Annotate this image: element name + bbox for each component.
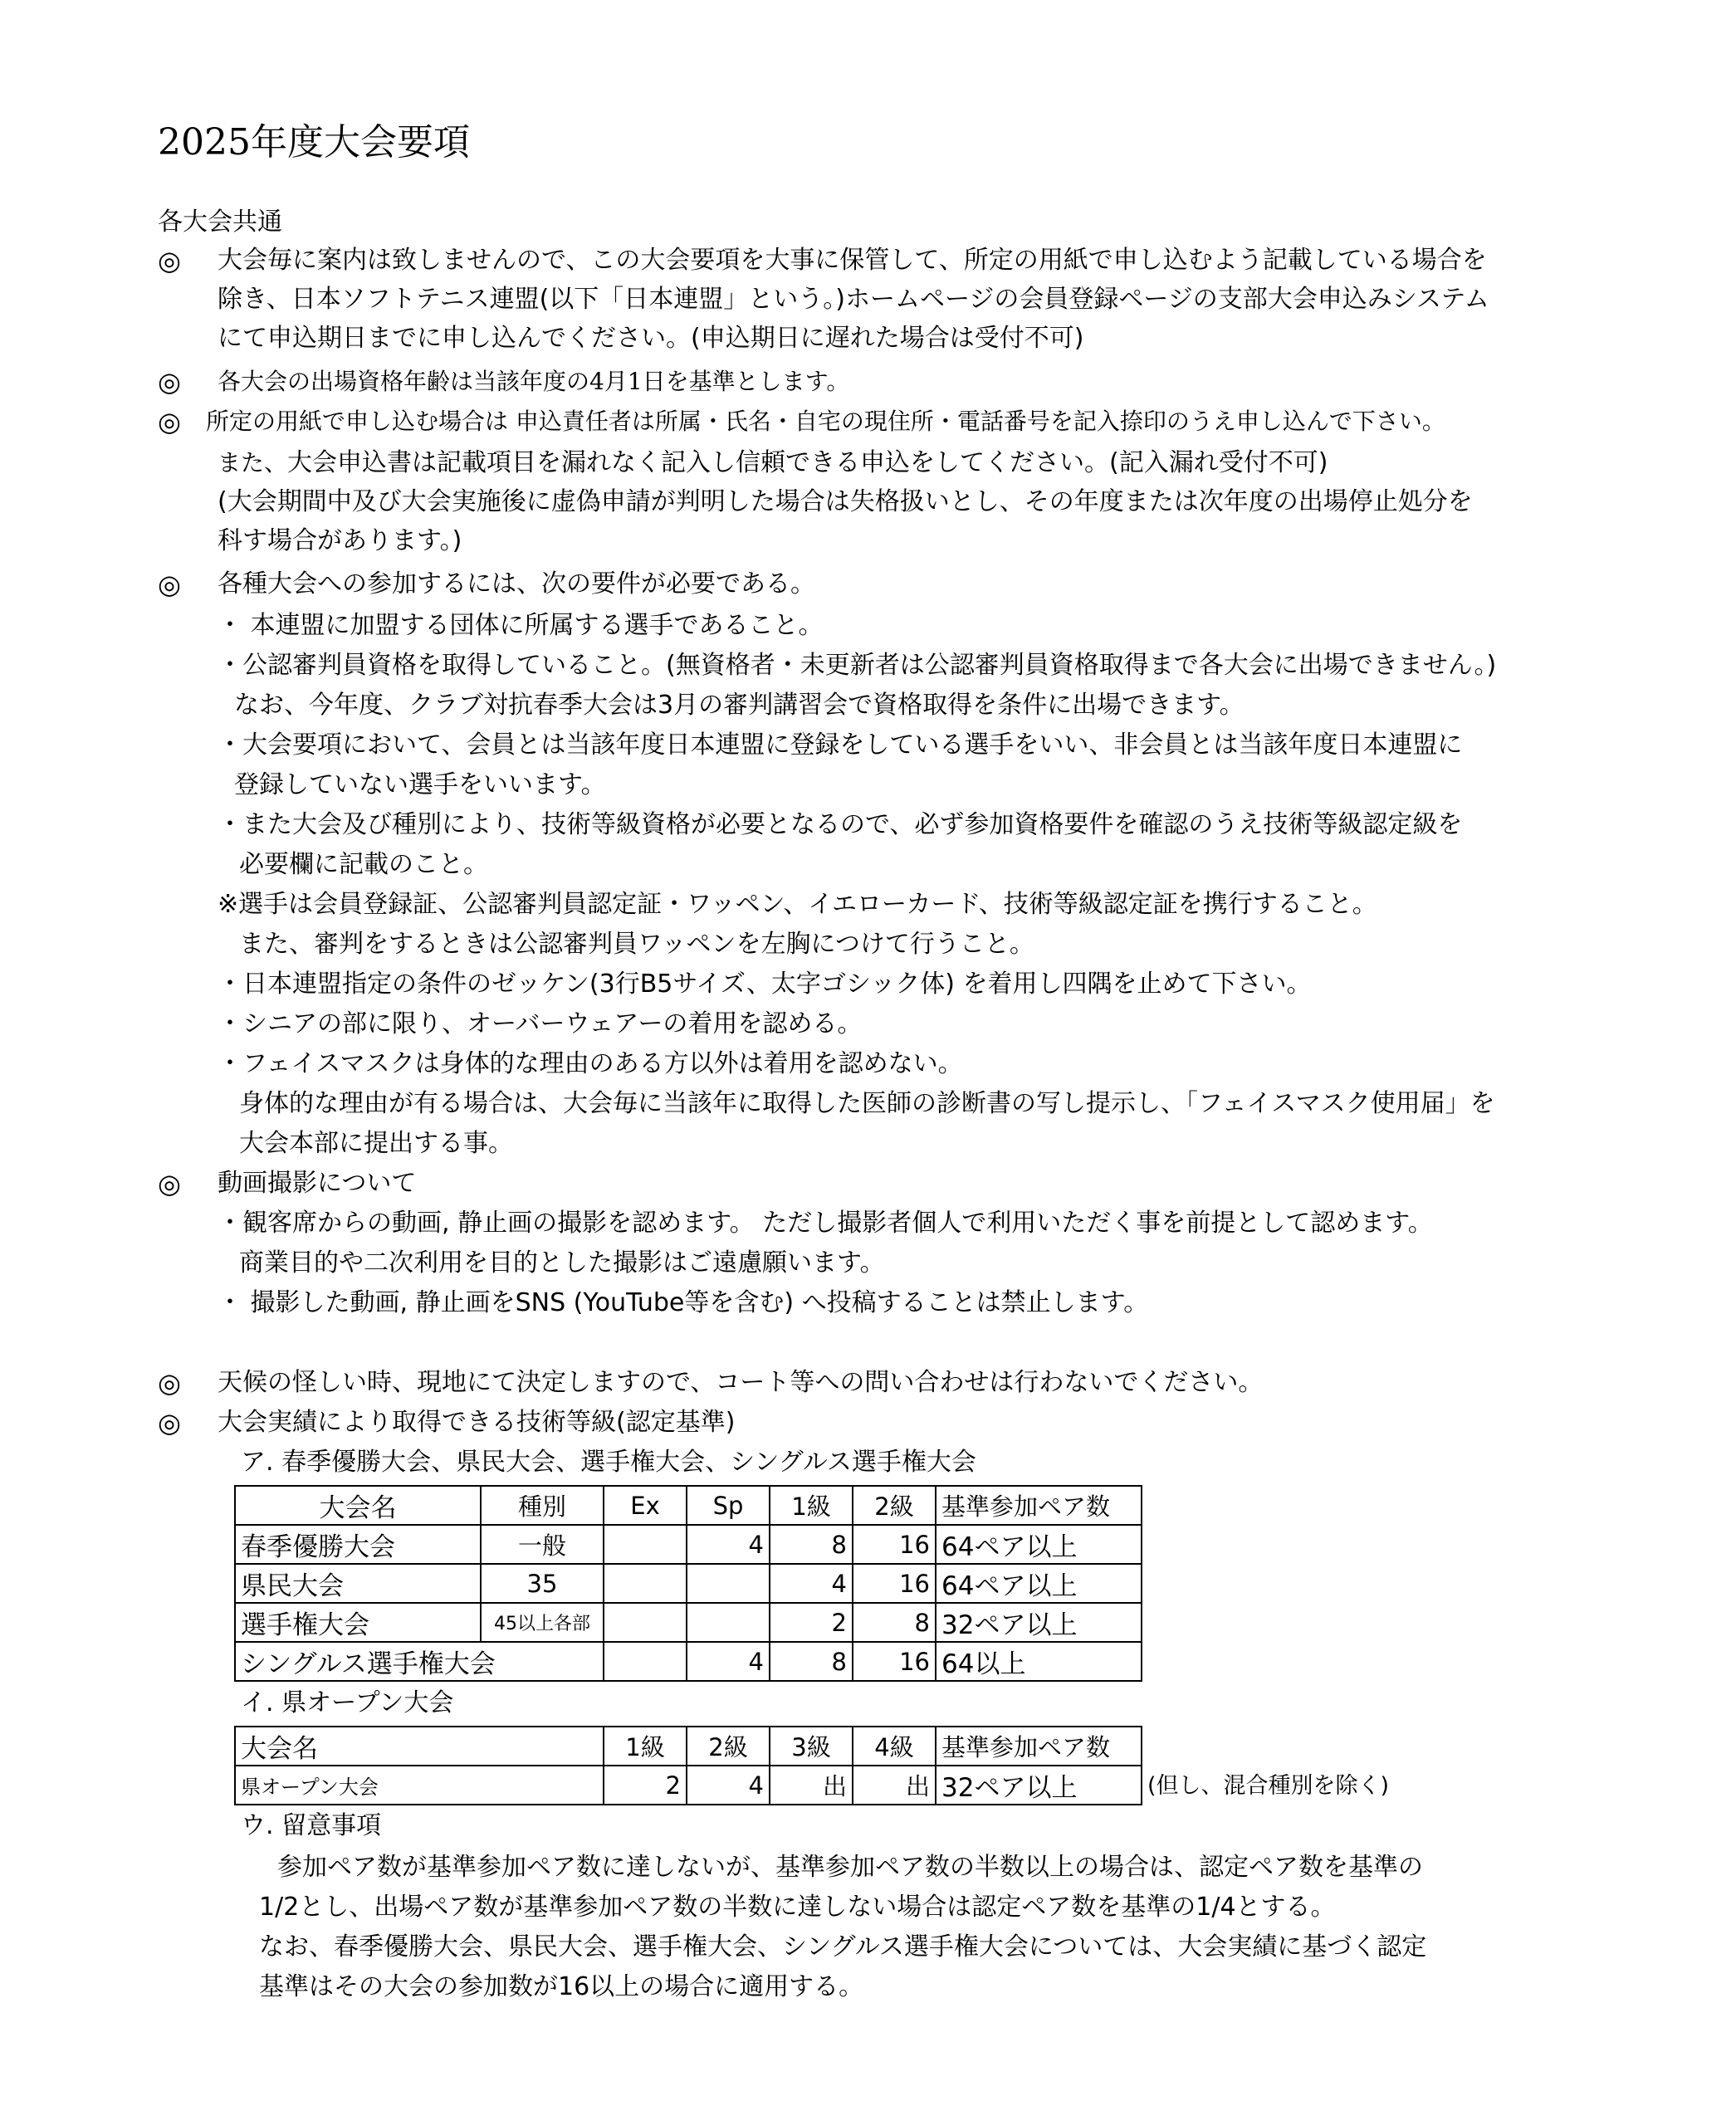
table-cell: 4 — [687, 1766, 770, 1805]
table-cell: 32ペア以上 — [936, 1603, 1142, 1642]
item4-bullet4-cont: 必要欄に記載のこと。 — [239, 850, 488, 879]
table-cell: シングルス選手権大会 — [235, 1642, 604, 1681]
table-cell: 出 — [770, 1766, 853, 1805]
table-cell — [604, 1564, 687, 1603]
notes-caption: ウ. 留意事項 — [241, 1811, 382, 1840]
table-cell: 県民大会 — [235, 1564, 481, 1603]
bullet-mark: ◎ — [158, 406, 181, 437]
table-cell: 4 — [687, 1642, 770, 1681]
table-cell: 2 — [604, 1766, 687, 1805]
header-cell: 1級 — [604, 1727, 687, 1766]
item4-bullet8-cont1: 身体的な理由が有る場合は、大会毎に当該年に取得した医師の診断書の写し提示し、「フェイスマスク使用届」を — [239, 1089, 1495, 1118]
item4-bullet6: ・日本連盟指定の条件のゼッケン(3行B5サイズ、太字ゴシック体) を着用し四隅を止めて下さい。 — [218, 970, 1312, 999]
header-cell: Ex — [604, 1486, 687, 1525]
table-row — [235, 1603, 1142, 1642]
header-cell: 種別 — [481, 1486, 604, 1525]
table-cell: 16 — [853, 1525, 936, 1564]
table-cell: 64ペア以上 — [936, 1525, 1142, 1564]
header-cell: Sp — [687, 1486, 770, 1525]
section-heading: 各大会共通 — [158, 208, 282, 237]
table-cell: 45以上各部 — [481, 1603, 604, 1642]
item1-line2: 除き、日本ソフトテニス連盟(以下「日本連盟」という。)ホームページの会員登録ページの支部大会申込みシステム — [218, 285, 1489, 314]
table-cell: 8 — [853, 1603, 936, 1642]
item4-bullet5: ※選手は会員登録証、公認審判員認定証・ワッペン、イエローカード、技術等級認定証を携行すること。 — [218, 890, 1377, 919]
item3-line2-prefix: また、 — [218, 449, 288, 476]
table-a-caption: ア. 春季優勝大会、県民大会、選手権大会、シングルス選手権大会 — [241, 1448, 976, 1477]
table-cell: 4 — [687, 1525, 770, 1564]
table-cell: 一般 — [481, 1525, 604, 1564]
table-cell: 32ペア以上 — [936, 1766, 1142, 1805]
item4-bullet7: ・シニアの部に限り、オーバーウェアーの着用を認める。 — [218, 1009, 863, 1038]
table-cell: 64以上 — [936, 1642, 1142, 1681]
item4-bullet3: ・大会要項において、会員とは当該年度日本連盟に登録をしている選手をいい、非会員とは当該年度日本連盟に — [218, 730, 1463, 760]
item4-bullet3-cont: 登録していない選手をいいます。 — [234, 770, 606, 799]
item4-bullet8: ・フェイスマスクは身体的な理由のある方以外は着用を認めない。 — [218, 1049, 963, 1078]
item2-line1: 各大会の出場資格年齢は当該年度の4月1日を基準とします。 — [218, 368, 850, 395]
item1-line3: にて申込期日までに申し込んでください。(申込期日に遅れた場合は受付不可) — [218, 324, 1084, 353]
item4-bullet5-cont: また、審判をするときは公認審判員ワッペンを左胸につけて行うこと。 — [239, 930, 1034, 959]
table-cell: 35 — [481, 1564, 604, 1603]
header-cell: 1級 — [770, 1486, 853, 1525]
header-cell: 2級 — [687, 1727, 770, 1766]
header-cell: 基準参加ペア数 — [936, 1727, 1142, 1766]
header-cell: 大会名 — [235, 1727, 604, 1766]
notes-line2: 1/2とし、出場ペア数が基準参加ペア数の半数に達しない場合は認定ペア数を基準の1/4とする。 — [259, 1893, 1336, 1922]
item4-bullet8-cont2: 大会本部に提出する事。 — [239, 1129, 513, 1158]
table-row — [235, 1564, 1142, 1603]
table-cell: 8 — [770, 1642, 853, 1681]
table-cell: 8 — [770, 1525, 853, 1564]
table-cell — [604, 1603, 687, 1642]
item6-line1: 天候の怪しい時、現地にて決定しますので、コート等への問い合わせは行わないでください。 — [218, 1368, 1264, 1397]
table-cell: 16 — [853, 1642, 936, 1681]
item4-bullet2: ・公認審判員資格を取得していること。(無資格者・未更新者は公認審判員資格取得まで各大会に出場できません。) — [218, 651, 1497, 680]
table-row — [235, 1486, 1142, 1525]
item1-line1: 大会毎に案内は致しませんので、この大会要項を大事に保管して、所定の用紙で申し込むよう記載している場合を — [218, 246, 1487, 275]
item3-line2 — [218, 445, 1328, 481]
item5-line1: 動画撮影について — [218, 1169, 417, 1198]
table-b-caption: イ. 県オープン大会 — [241, 1688, 454, 1717]
item4-line1: 各種大会への参加するには、次の要件が必要である。 — [218, 569, 815, 598]
notes-line4: 基準はその大会の参加数が16以上の場合に適用する。 — [259, 1972, 864, 2001]
table-row — [235, 1727, 1142, 1766]
header-cell: 2級 — [853, 1486, 936, 1525]
item3-line3: (大会期間中及び大会実施後に虚偽申請が判明した場合は失格扱いとし、その年度または次年度の出場停止処分を — [218, 487, 1473, 516]
table-row — [235, 1525, 1142, 1564]
table-cell: 64ペア以上 — [936, 1564, 1142, 1603]
table-cell — [604, 1642, 687, 1681]
header-cell: 基準参加ペア数 — [936, 1486, 1142, 1525]
table-b-note: (但し、混合種別を除く) — [1147, 1773, 1390, 1799]
notes-line3: なお、春季優勝大会、県民大会、選手権大会、シングルス選手権大会については、大会実績に基づく認定 — [259, 1932, 1427, 1961]
header-cell: 大会名 — [235, 1486, 481, 1525]
bullet-mark: ◎ — [158, 366, 181, 398]
bullet-mark-bold: ◎ — [158, 1407, 181, 1439]
table-row — [235, 1642, 1142, 1681]
table-cell: 4 — [770, 1564, 853, 1603]
item3-line1: 所定の用紙で申し込む場合は 申込責任者は所属・氏名・自宅の現住所・電話番号を記入捺印のうえ申し込んで下さい。 — [206, 408, 1445, 435]
item4-bullet2-cont: なお、今年度、クラブ対抗春季大会は3月の審判講習会で資格取得を条件に出場できます。 — [234, 691, 1245, 720]
bullet-mark: ◎ — [158, 245, 181, 276]
table-cell: 出 — [853, 1766, 936, 1805]
table-cell: 2 — [770, 1603, 853, 1642]
page-title: 2025年度大会要項 — [158, 121, 470, 164]
table-cell: 16 — [853, 1564, 936, 1603]
item4-bullet4: ・また大会及び種別により、技術等級資格が必要となるので、必ず参加資格要件を確認のうえ技術等級認定級を — [218, 810, 1463, 839]
table-row — [235, 1766, 1142, 1805]
table-a — [234, 1485, 1142, 1682]
table-cell — [687, 1564, 770, 1603]
table-cell: 春季優勝大会 — [235, 1525, 481, 1564]
header-cell: 4級 — [853, 1727, 936, 1766]
bullet-mark: ◎ — [158, 569, 181, 600]
item5-bullet1-cont: 商業目的や二次利用を目的とした撮影はご遠慮願います。 — [239, 1248, 885, 1277]
table-cell — [687, 1603, 770, 1642]
notes-line1: 参加ペア数が基準参加ペア数に達しないが、基準参加ペア数の半数以上の場合は、認定ペア数を基準の — [277, 1853, 1423, 1882]
item5-bullet2: ・ 撮影した動画, 静止画をSNS (YouTube等を含む) へ投稿することは禁止します。 — [218, 1288, 1149, 1317]
item4-bullet1: ・ 本連盟に加盟する団体に所属する選手であること。 — [218, 611, 824, 640]
item7-line1: 大会実績により取得できる技術等級(認定基準) — [218, 1408, 736, 1437]
table-cell: 選手権大会 — [235, 1603, 481, 1642]
item3-line4: 科す場合があります。) — [218, 526, 462, 555]
item3-line2-main: 大会申込書は記載項目を漏れなく記入し信頼できる申込をしてください。(記入漏れ受付不可) — [287, 448, 1328, 477]
table-cell: 県オープン大会 — [235, 1766, 604, 1805]
bullet-mark: ◎ — [158, 1168, 181, 1199]
bullet-mark-bold: ◎ — [158, 1367, 181, 1399]
table-b — [234, 1726, 1142, 1805]
table-cell — [604, 1525, 687, 1564]
item5-bullet1: ・観客席からの動画, 静止画の撮影を認めます。 ただし撮影者個人で利用いただく事を前提として認めます。 — [218, 1209, 1433, 1238]
header-cell: 3級 — [770, 1727, 853, 1766]
